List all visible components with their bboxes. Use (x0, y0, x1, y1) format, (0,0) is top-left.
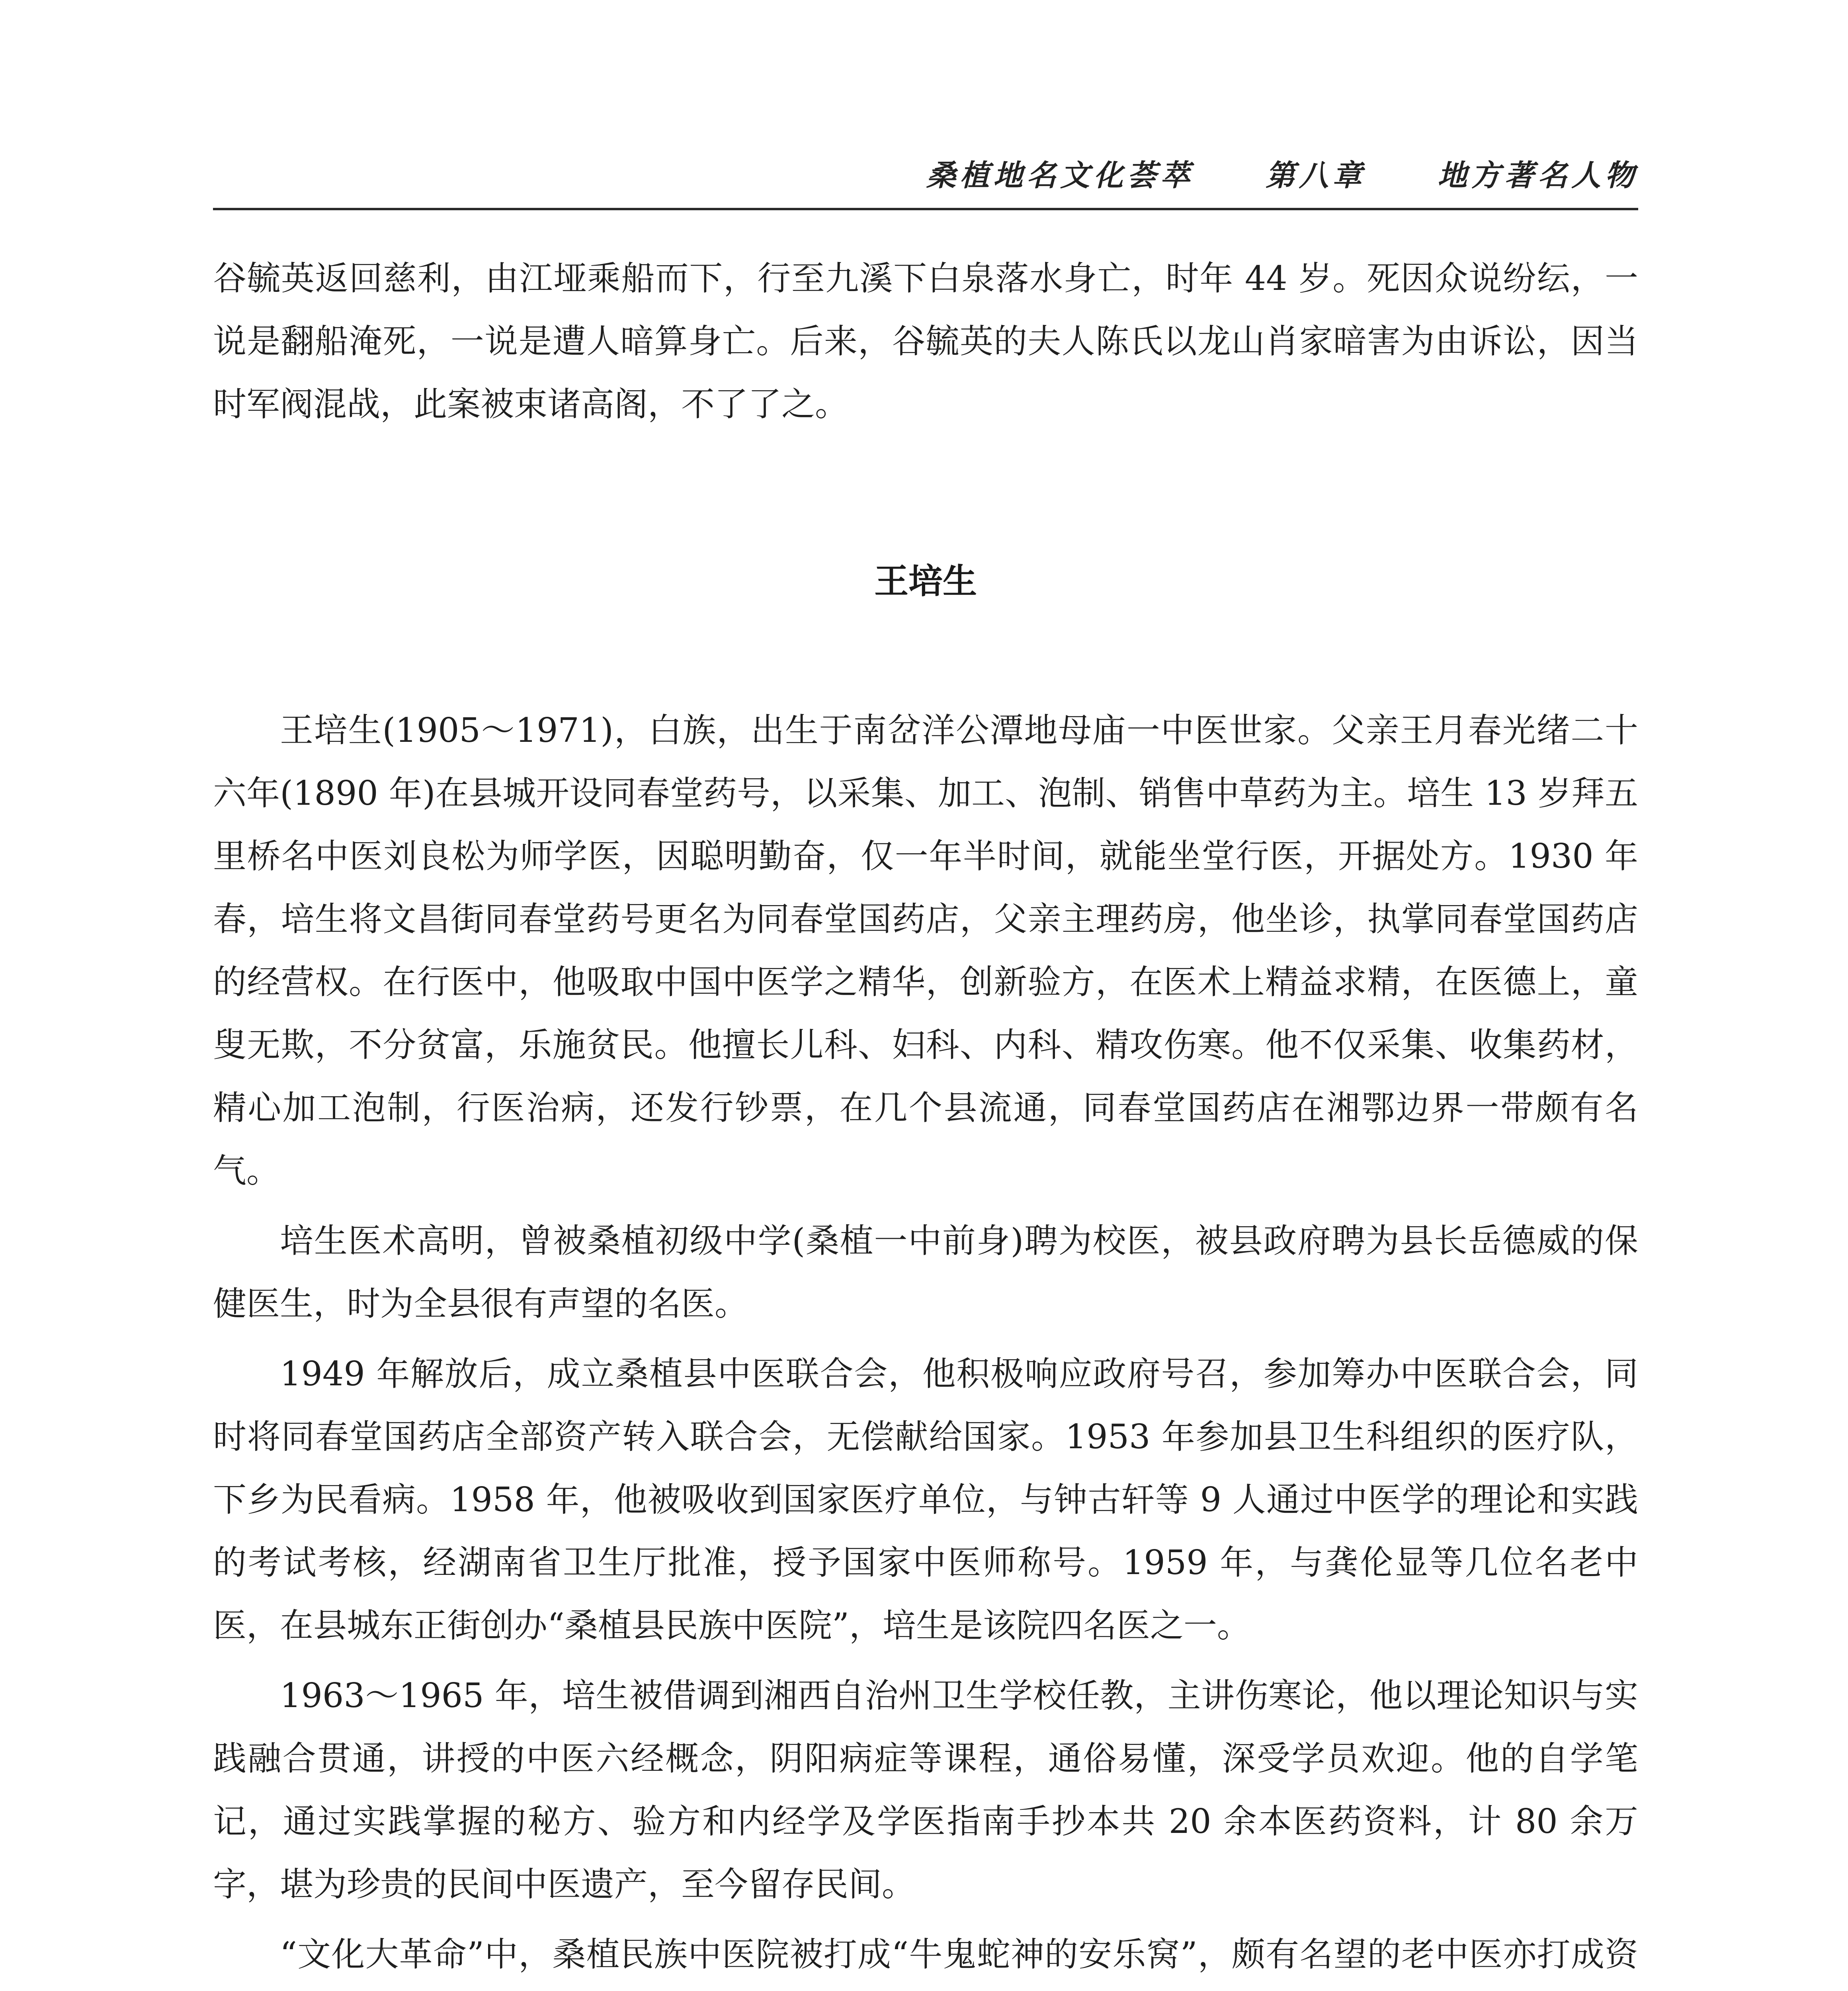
paragraph: “文化大革命”中，桑植民族中医院被打成“牛鬼蛇神的安乐窝”，颇有名望的老中医亦打成资 (280, 1935, 1638, 1974)
header-rule (213, 208, 1638, 210)
section-title: 王培生 (874, 561, 977, 601)
header-chapter-title: 地方著名人物 (1438, 158, 1638, 193)
section-body (213, 699, 1638, 1991)
running-header (213, 149, 1638, 197)
header-chapter: 第八章 (1266, 158, 1366, 193)
paragraph: 1949 年解放后，成立桑植县中医联合会，他积极响应政府号召，参加筹办中医联合会，同时将同春堂国药店全部资产转入联合会，无偿献给国家。1953 年参加县卫生科组织的医疗队，下乡为民看病。1958 年，他被吸收到国家医疗单位，与钟古轩等 9 人通过中医学的理论和实践的考试考核，经湖南省卫生厅批准，授予国家中医师称号。1959 年，与龚伦显等几位名老中医，在县城东正街创办“桑植县民族中医院”，培生是该院四名医之一。 (213, 1354, 1638, 1645)
paragraph: 王培生(1905～1971)，白族，出生于南岔洋公潭地母庙一中医世家。父亲王月春光绪二十六年(1890 年)在县城开设同春堂药号，以采集、加工、泡制、销售中草药为主。培生 13 岁拜五里桥名中医刘良松为师学医，因聪明勤奋，仅一年半时间，就能坐堂行医，开据处方。1930 年春，培生将文昌街同春堂药号更名为同春堂国药店，父亲主理药房，他坐诊，执掌同春堂国药店的经营权。在行医中，他吸取中国中医学之精华，创新验方，在医术上精益求精，在医德上，童叟无欺，不分贫富，乐施贫民。他擅长儿科、妇科、内科、精攻伤寒。他不仅采集、收集药材，精心加工泡制，行医治病，还发行钞票，在几个县流通，同春堂国药店在湘鄂边界一带颇有名气。 (213, 711, 1638, 1190)
paragraph: 培生医术高明，曾被桑植初级中学(桑植一中前身)聘为校医，被县政府聘为县长岳德威的保健医生，时为全县很有声望的名医。 (213, 1221, 1638, 1323)
continuation-paragraph: 谷毓英返回慈利，由江垭乘船而下，行至九溪下白泉落水身亡，时年 44 岁。死因众说纷纭，一说是翻船淹死，一说是遭人暗算身亡。后来，谷毓英的夫人陈氏以龙山肖家暗害为由诉讼，因当时军阀混战，此案被束诸高阁，不了了之。 (213, 259, 1638, 424)
header-book-title: 桑植地名文化荟萃 (926, 158, 1194, 193)
paragraph: 1963～1965 年，培生被借调到湘西自治州卫生学校任教，主讲伤寒论，他以理论知识与实践融合贯通，讲授的中医六经概念，阴阳病症等课程，通俗易懂，深受学员欢迎。他的自学笔记，通过实践掌握的秘方、验方和内经学及学医指南手抄本共 20 余本医药资料，计 80 余万字，堪为珍贵的民间中医遗产，至今留存民间。 (213, 1676, 1638, 1904)
